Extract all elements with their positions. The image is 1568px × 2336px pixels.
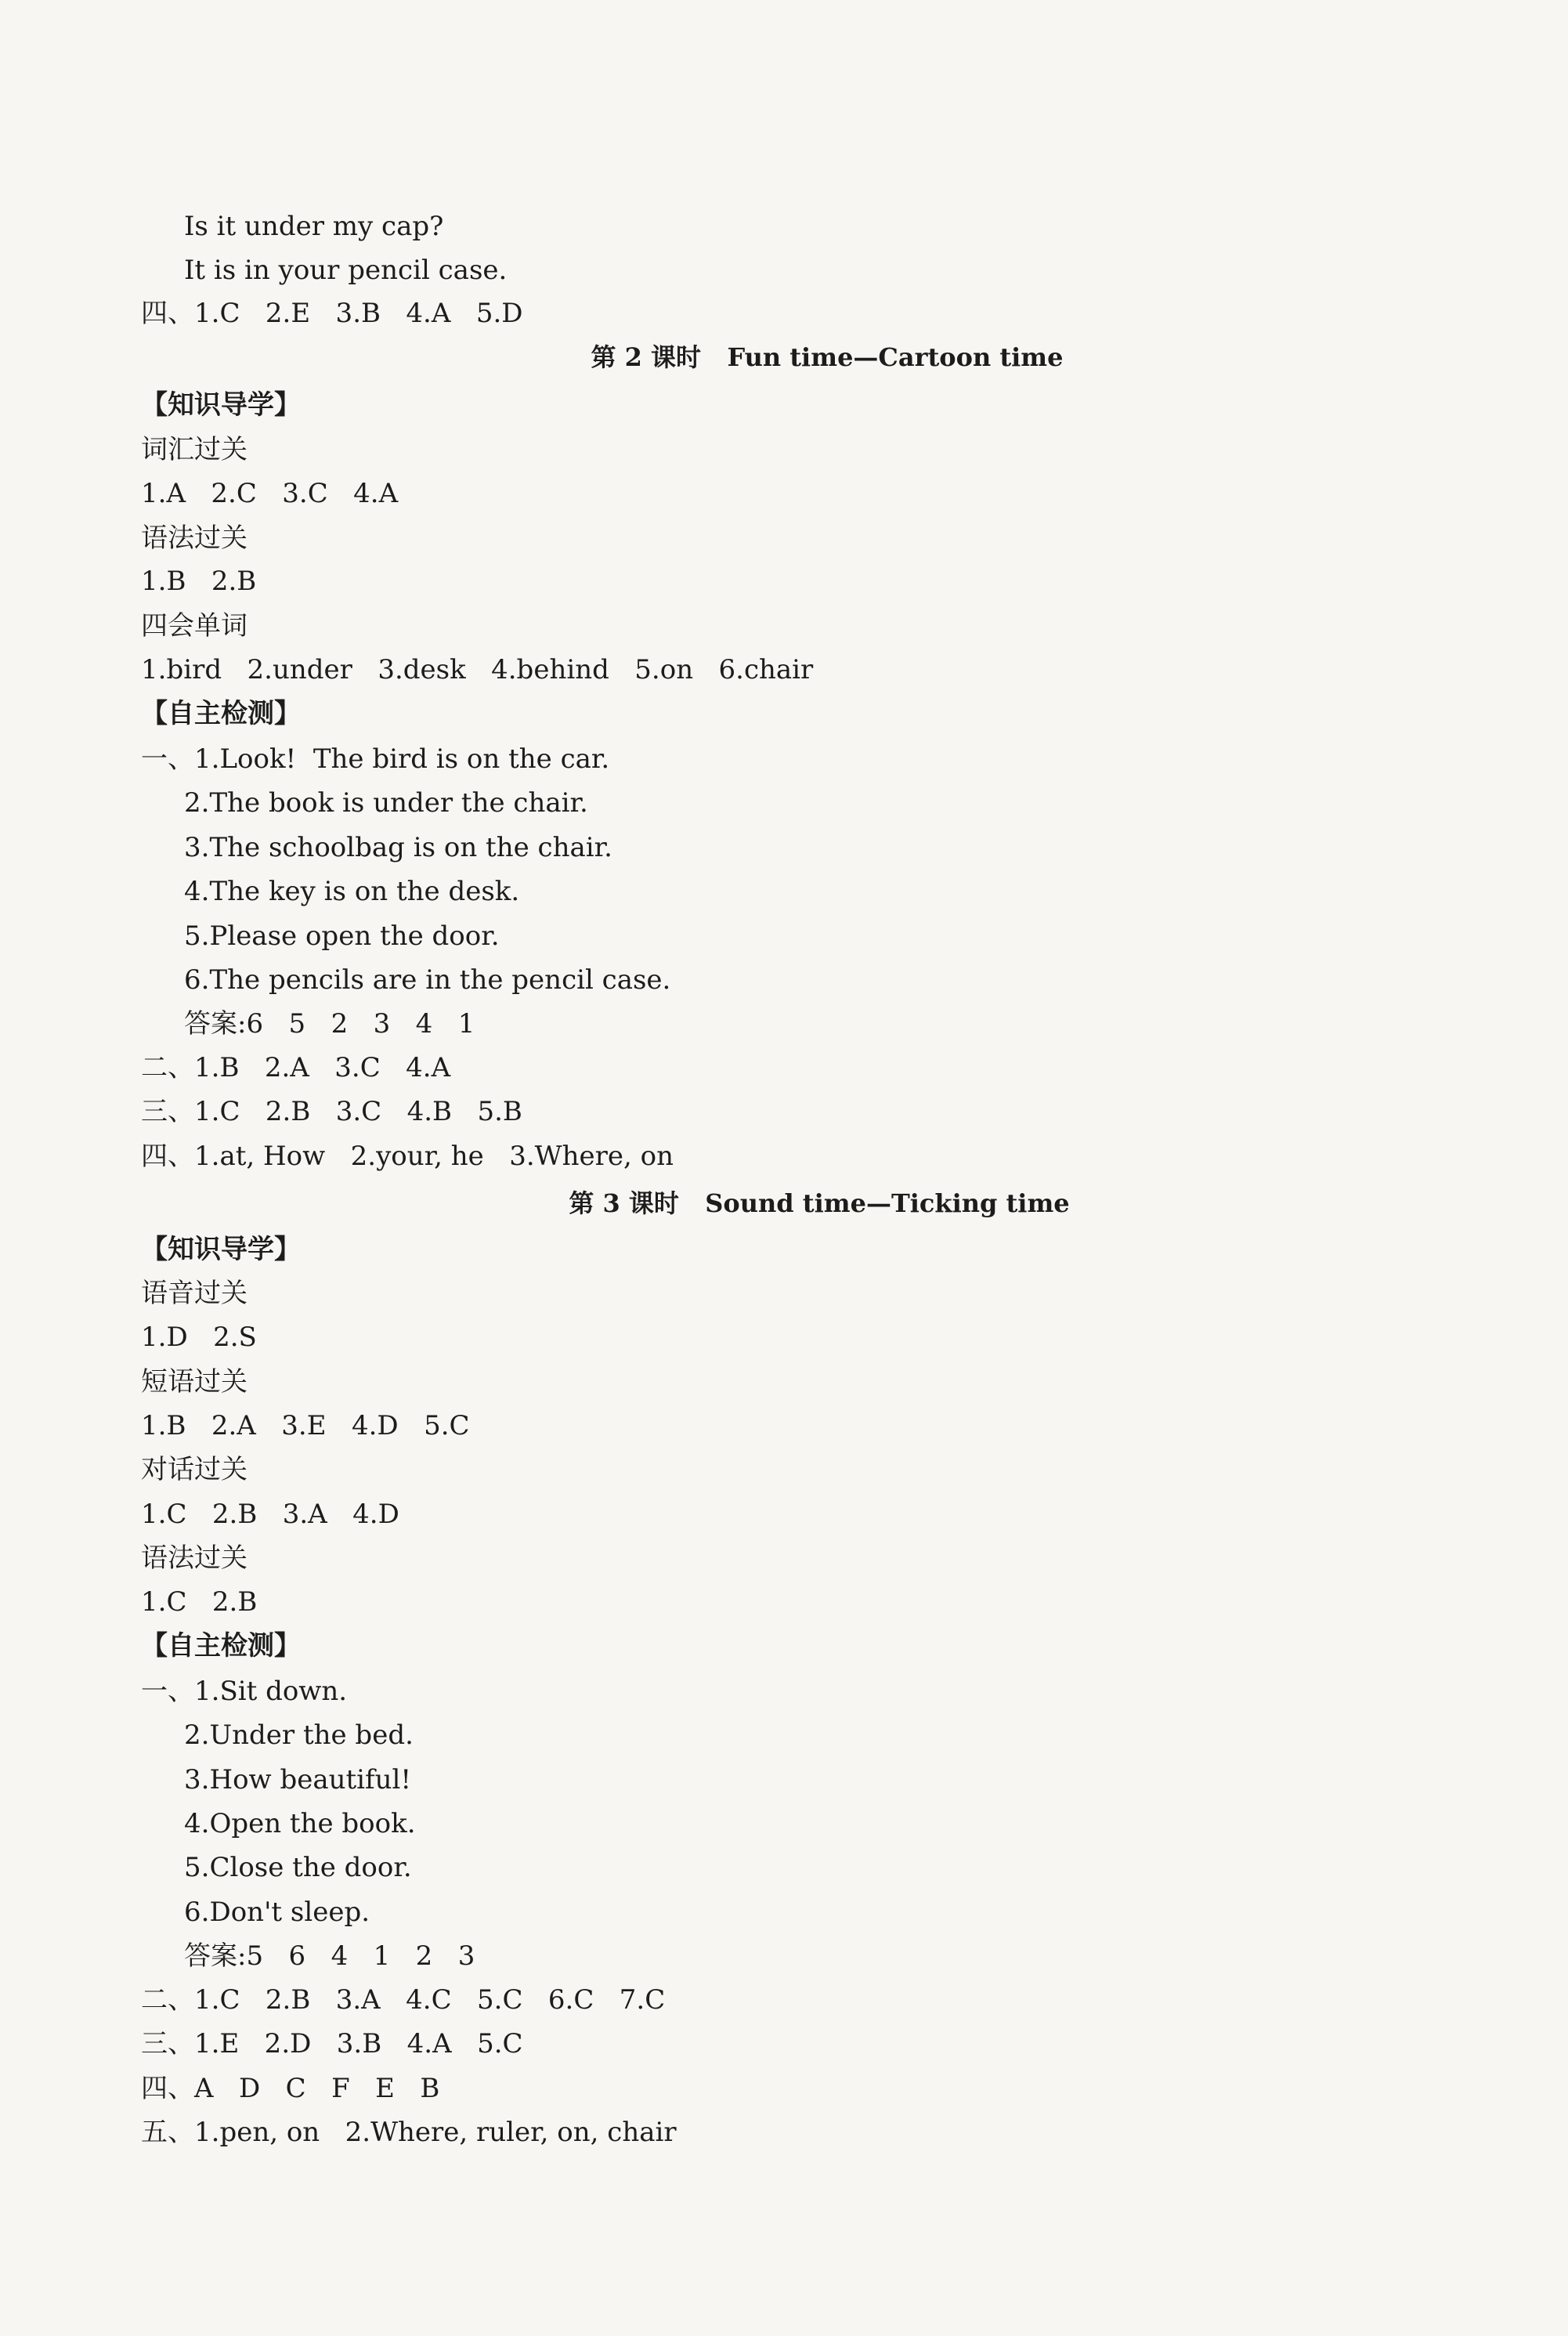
lesson2-sihui-answers: 1.bird 2.under 3.desk 4.behind 5.on 6.chair (141, 654, 814, 685)
lesson3-duihua-label: 对话过关 (141, 1454, 247, 1485)
lesson3-title: 第 3 课时 Sound time—Ticking time (569, 1188, 1070, 1218)
lesson3-san-answers: 三、1.E 2.D 3.B 4.A 5.C (141, 2028, 523, 2059)
lesson2-si-answers: 四、1.at, How 2.your, he 3.Where, on (141, 1141, 674, 1172)
lesson2-zizhu-heading: 【自主检测】 (141, 698, 301, 729)
lesson3-yuyin-answers: 1.D 2.S (141, 1322, 257, 1353)
lesson2-yi-item: 一、1.Look! The bird is on the car. (141, 743, 610, 775)
lesson3-zizhu-heading: 【自主检测】 (141, 1630, 301, 1662)
lesson3-yi-item: 6.Don't sleep. (184, 1897, 370, 1928)
lesson3-daan: 答案:5 6 4 1 2 3 (184, 1940, 475, 1972)
lesson2-san-answers: 三、1.C 2.B 3.C 4.B 5.B (141, 1096, 522, 1127)
top-q4: Is it under my cap? (184, 211, 444, 242)
lesson3-yi-item: 3.How beautiful! (184, 1764, 412, 1795)
top-q5: It is in your pencil case. (184, 255, 508, 286)
lesson2-yufa-answers: 1.B 2.B (141, 566, 257, 597)
lesson3-si-answers: 四、A D C F E B (141, 2073, 440, 2104)
lesson3-duanyu-label: 短语过关 (141, 1366, 247, 1398)
lesson2-er-answers: 二、1.B 2.A 3.C 4.A (141, 1052, 451, 1083)
lesson3-yufa-label: 语法过关 (141, 1542, 247, 1574)
lesson2-daan: 答案:6 5 2 3 4 1 (184, 1008, 475, 1040)
lesson3-yuyin-label: 语音过关 (141, 1278, 247, 1309)
lesson3-yufa-answers: 1.C 2.B (141, 1586, 258, 1618)
lesson3-wu-answers: 五、1.pen, on 2.Where, ruler, on, chair (141, 2117, 677, 2148)
lesson2-cihui-label: 词汇过关 (141, 434, 247, 465)
lesson2-title: 第 2 课时 Fun time—Cartoon time (591, 342, 1064, 372)
lesson3-yi-item: 5.Close the door. (184, 1852, 412, 1883)
lesson2-sihui-label: 四会单词 (141, 610, 247, 642)
lesson2-yi-item: 4.The key is on the desk. (184, 876, 520, 907)
lesson2-cihui-answers: 1.A 2.C 3.C 4.A (141, 478, 399, 509)
lesson3-zhishi-heading: 【知识导学】 (141, 1234, 301, 1265)
lesson3-yi-item: 一、1.Sit down. (141, 1676, 348, 1707)
lesson3-yi-item: 2.Under the bed. (184, 1719, 414, 1751)
lesson2-zhishi-heading: 【知识导学】 (141, 389, 301, 421)
lesson3-duihua-answers: 1.C 2.B 3.A 4.D (141, 1499, 399, 1530)
lesson2-yi-item: 2.The book is under the chair. (184, 787, 588, 819)
lesson3-yi-item: 4.Open the book. (184, 1808, 416, 1839)
top-si-answers: 四、1.C 2.E 3.B 4.A 5.D (141, 298, 523, 329)
lesson3-duanyu-answers: 1.B 2.A 3.E 4.D 5.C (141, 1410, 470, 1441)
lesson2-yi-item: 3.The schoolbag is on the chair. (184, 832, 612, 863)
lesson2-yufa-label: 语法过关 (141, 523, 247, 554)
lesson2-yi-item: 5.Please open the door. (184, 920, 500, 952)
lesson2-yi-item: 6.The pencils are in the pencil case. (184, 964, 671, 996)
lesson3-er-answers: 二、1.C 2.B 3.A 4.C 5.C 6.C 7.C (141, 1984, 666, 2016)
